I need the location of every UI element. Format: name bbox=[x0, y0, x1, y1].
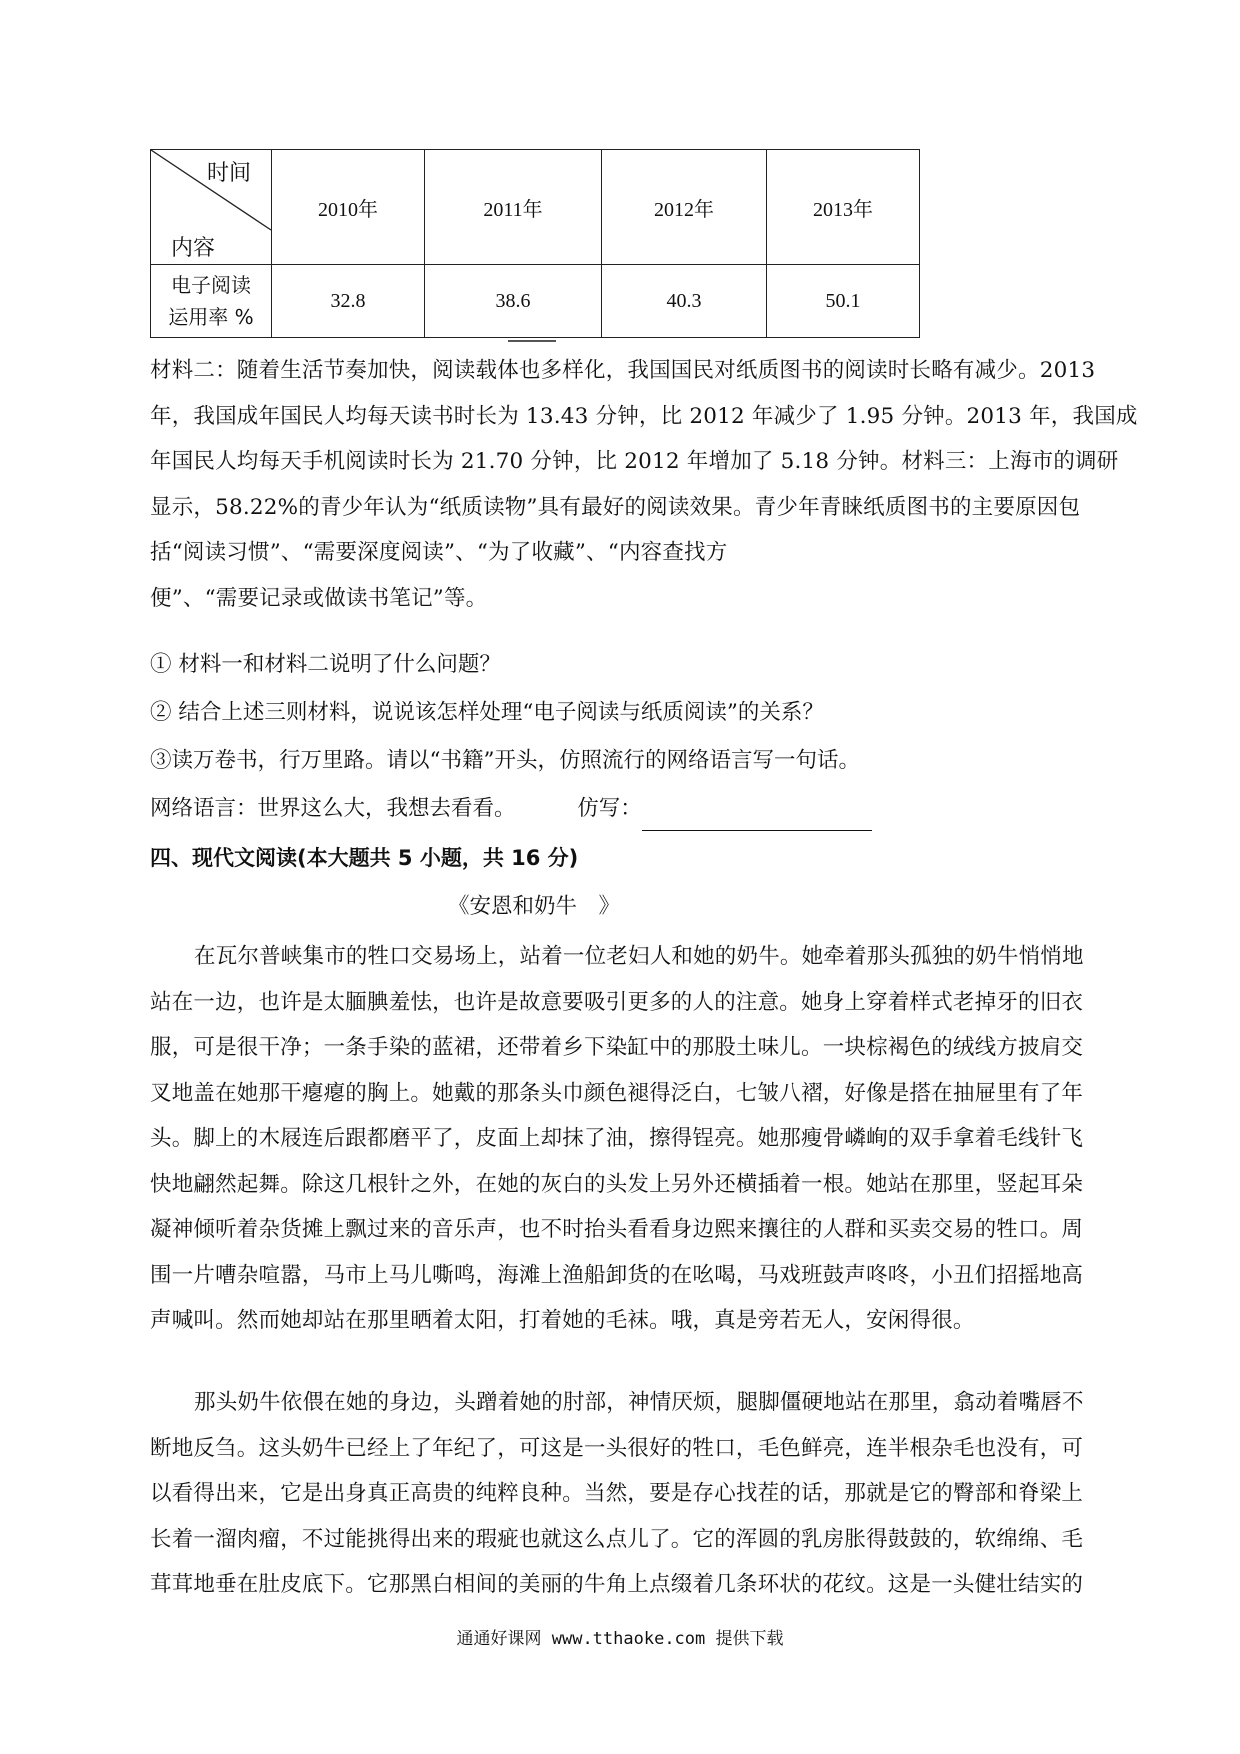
text-line: 断地反刍。这头奶牛已经上了年纪了，可这是一头很好的牲口，毛色鲜亮，连半根杂毛也没有，可 bbox=[150, 1435, 1084, 1461]
text-line: 便”、“需要记录或做读书笔记”等。 bbox=[150, 585, 488, 611]
text-line: 材料二：随着生活节奏加快，阅读载体也多样化，我国国民对纸质图书的阅读时长略有减少。2013 bbox=[150, 358, 1096, 383]
answer-blank[interactable] bbox=[642, 806, 872, 831]
text-line: 茸茸地垂在肚皮底下。它那黑白相间的美丽的牛角上点缀着几条环状的花纹。这是一头健壮结实的 bbox=[150, 1572, 1084, 1597]
text-line: 在瓦尔普峡集市的牲口交易场上，站着一位老妇人和她的奶牛。她牵着那头孤独的奶牛悄悄地 bbox=[194, 944, 1084, 969]
material-two bbox=[150, 348, 1138, 621]
text-line: 长着一溜肉瘤，不过能挑得出来的瑕疵也就这么点儿了。它的浑圆的乳房胀得鼓鼓的，软绵绵、毛 bbox=[150, 1526, 1084, 1552]
reading-rate-table bbox=[150, 149, 920, 338]
text-line: 头。脚上的木屐连后跟都磨平了，皮面上却抹了油，擦得锃亮。她那瘦骨嶙峋的双手拿着毛线针飞 bbox=[150, 1126, 1084, 1151]
table-header-row bbox=[151, 150, 920, 265]
passage-paragraph-1 bbox=[150, 934, 1100, 1344]
year-header-2012: 2012年 bbox=[602, 150, 767, 265]
text-line: 年，我国成年国民人均每天读书时长为 13.43 分钟，比 2012 年减少了 1.95 分钟。2013 年，我国成 bbox=[150, 403, 1138, 429]
text-line: 那头奶牛依偎在她的身边，头蹭着她的肘部，神情厌烦，腿脚僵硬地站在那里，翕动着嘴唇不 bbox=[194, 1390, 1084, 1415]
corner-label-content: 内容 bbox=[171, 236, 216, 261]
value-2011: 38.6 bbox=[425, 265, 602, 338]
row-label-line2: 运用率 % bbox=[168, 305, 254, 329]
section-heading: 四、现代文阅读(本大题共 5 小题，共 16 分) bbox=[150, 846, 579, 870]
text-line: 叉地盖在她那干瘪瘪的胸上。她戴的那条头巾颜色褪得泛白，七皱八褶，好像是搭在抽屉里有了年 bbox=[150, 1080, 1084, 1106]
text-line: 以看得出来，它是出身真正高贵的纯粹良种。当然，要是存心找茬的话，那就是它的臀部和脊梁上 bbox=[150, 1481, 1084, 1506]
year-header-2010: 2010年 bbox=[272, 150, 425, 265]
table-data-row bbox=[151, 265, 920, 338]
text-line: 声喊叫。然而她却站在那里晒着太阳，打着她的毛袜。哦，真是旁若无人，安闲得很。 bbox=[150, 1308, 975, 1333]
value-2010: 32.8 bbox=[272, 265, 425, 338]
value-2013: 50.1 bbox=[767, 265, 920, 338]
text-line: 显示，58.22%的青少年认为“纸质读物”具有最好的阅读效果。青少年青睐纸质图书的主要原因包 bbox=[150, 494, 1081, 520]
table-corner-cell bbox=[151, 150, 272, 265]
text-line: 年国民人均每天手机阅读时长为 21.70 分钟，比 2012 年增加了 5.18 分钟。材料三：上海市的调研 bbox=[150, 449, 1119, 474]
text-line: 站在一边，也许是太腼腆羞怯，也许是故意要吸引更多的人的注意。她身上穿着样式老掉牙的旧衣 bbox=[150, 989, 1084, 1015]
text-line: 快地翩然起舞。除这几根针之外，在她的灰白的头发上另外还横插着一根。她站在那里，竖起耳朵 bbox=[150, 1171, 1084, 1197]
year-header-2013: 2013年 bbox=[767, 150, 920, 265]
corner-label-time: 时间 bbox=[206, 161, 251, 186]
question-2: ② 结合上述三则材料，说说该怎样处理“电子阅读与纸质阅读”的关系？ bbox=[150, 700, 824, 725]
text-line: 括“阅读习惯”、“需要深度阅读”、“为了收藏”、“内容查找方 bbox=[150, 540, 728, 565]
network-language-example: 网络语言：世界这么大，我想去看看。 bbox=[150, 796, 516, 821]
underline-mark bbox=[508, 340, 556, 342]
question-4 bbox=[150, 786, 1100, 831]
text-line: 凝神倾听着杂货摊上飘过来的音乐声，也不时抬头看看身边熙来攘往的人群和买卖交易的牲口。周 bbox=[150, 1217, 1084, 1242]
value-2012: 40.3 bbox=[602, 265, 767, 338]
year-header-2011: 2011年 bbox=[425, 150, 602, 265]
page-footer: 通通好课网 www.tthaoke.com 提供下载 bbox=[456, 1629, 784, 1649]
question-3: ③读万卷书，行万里路。请以“书籍”开头，仿照流行的网络语言写一句话。 bbox=[150, 748, 860, 773]
text-line: 服，可是很干净；一条手染的蓝裙，还带着乡下染缸中的那股土味儿。一块棕褐色的绒线方披肩交 bbox=[150, 1035, 1084, 1060]
row-label-line1: 电子阅读 bbox=[171, 273, 251, 297]
passage-paragraph-2 bbox=[150, 1380, 1100, 1608]
imitation-label: 仿写： bbox=[577, 796, 642, 821]
row-label bbox=[151, 265, 272, 338]
question-1: ① 材料一和材料二说明了什么问题？ bbox=[150, 652, 501, 677]
passage-title: 《安恩和奶牛 》 bbox=[448, 894, 621, 919]
text-line: 围一片嘈杂喧嚣，马市上马儿嘶鸣，海滩上渔船卸货的在吆喝，马戏班鼓声咚咚，小丑们招摇地高 bbox=[150, 1262, 1084, 1288]
